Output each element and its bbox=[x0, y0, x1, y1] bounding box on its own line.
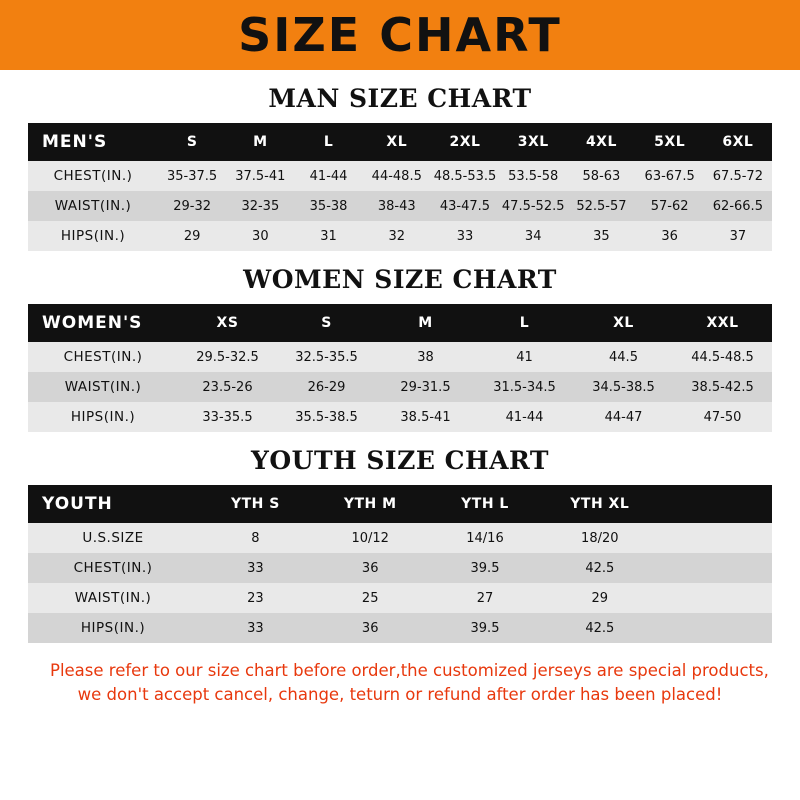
youth-ussize-label: U.S.SIZE bbox=[28, 523, 198, 553]
youth-header-yth-l: YTH L bbox=[428, 485, 543, 523]
men-hips-3xl: 34 bbox=[499, 221, 567, 251]
men-size-table bbox=[28, 123, 772, 251]
women-table-header bbox=[28, 304, 772, 342]
youth-chest-m: 36 bbox=[313, 553, 428, 583]
women-waist-l: 31.5-34.5 bbox=[475, 372, 574, 402]
youth-ussize-s: 8 bbox=[198, 523, 313, 553]
women-chest-xl: 44.5 bbox=[574, 342, 673, 372]
men-hips-6xl: 37 bbox=[704, 221, 772, 251]
footnote-line-1: Please refer to our size chart before order,the customized jerseys are special products, bbox=[50, 661, 769, 680]
youth-chest-spacer bbox=[657, 553, 772, 583]
men-header-2xl: 2XL bbox=[431, 123, 499, 161]
women-waist-s: 26-29 bbox=[277, 372, 376, 402]
table-row bbox=[28, 342, 772, 372]
men-chest-s: 35-37.5 bbox=[158, 161, 226, 191]
youth-header-yth-xl: YTH XL bbox=[542, 485, 657, 523]
men-hips-s: 29 bbox=[158, 221, 226, 251]
table-header-row bbox=[28, 485, 772, 523]
men-waist-xl: 38-43 bbox=[363, 191, 431, 221]
youth-waist-m: 25 bbox=[313, 583, 428, 613]
men-chest-4xl: 58-63 bbox=[567, 161, 635, 191]
women-hips-xs: 33-35.5 bbox=[178, 402, 277, 432]
women-header-m: M bbox=[376, 304, 475, 342]
men-chest-label: CHEST(IN.) bbox=[28, 161, 158, 191]
women-waist-m: 29-31.5 bbox=[376, 372, 475, 402]
youth-hips-label: HIPS(IN.) bbox=[28, 613, 198, 643]
footnote-text bbox=[28, 659, 772, 707]
men-section-title: MAN SIZE CHART bbox=[268, 84, 532, 113]
men-chest-2xl: 48.5-53.5 bbox=[431, 161, 499, 191]
table-header-row bbox=[28, 304, 772, 342]
table-row bbox=[28, 402, 772, 432]
table-row bbox=[28, 613, 772, 643]
youth-chest-xl: 42.5 bbox=[542, 553, 657, 583]
women-size-section bbox=[28, 265, 772, 432]
men-waist-m: 32-35 bbox=[226, 191, 294, 221]
men-header-s: S bbox=[158, 123, 226, 161]
men-header-4xl: 4XL bbox=[567, 123, 635, 161]
men-waist-5xl: 57-62 bbox=[636, 191, 704, 221]
women-table-body bbox=[28, 342, 772, 432]
women-header-xs: XS bbox=[178, 304, 277, 342]
men-header-m: M bbox=[226, 123, 294, 161]
youth-ussize-xl: 18/20 bbox=[542, 523, 657, 553]
men-hips-label: HIPS(IN.) bbox=[28, 221, 158, 251]
women-header-xl: XL bbox=[574, 304, 673, 342]
table-row bbox=[28, 583, 772, 613]
women-chest-xxl: 44.5-48.5 bbox=[673, 342, 772, 372]
men-hips-5xl: 36 bbox=[636, 221, 704, 251]
youth-waist-l: 27 bbox=[428, 583, 543, 613]
youth-waist-xl: 29 bbox=[542, 583, 657, 613]
men-waist-3xl: 47.5-52.5 bbox=[499, 191, 567, 221]
youth-size-table bbox=[28, 485, 772, 643]
table-row bbox=[28, 191, 772, 221]
women-header-s: S bbox=[277, 304, 376, 342]
men-waist-4xl: 52.5-57 bbox=[567, 191, 635, 221]
youth-header-label: YOUTH bbox=[28, 485, 198, 523]
men-size-section bbox=[28, 84, 772, 251]
women-chest-xs: 29.5-32.5 bbox=[178, 342, 277, 372]
youth-hips-xl: 42.5 bbox=[542, 613, 657, 643]
men-chest-xl: 44-48.5 bbox=[363, 161, 431, 191]
youth-waist-spacer bbox=[657, 583, 772, 613]
women-waist-xl: 34.5-38.5 bbox=[574, 372, 673, 402]
women-size-table bbox=[28, 304, 772, 432]
women-hips-label: HIPS(IN.) bbox=[28, 402, 178, 432]
men-waist-label: WAIST(IN.) bbox=[28, 191, 158, 221]
women-waist-label: WAIST(IN.) bbox=[28, 372, 178, 402]
men-hips-2xl: 33 bbox=[431, 221, 499, 251]
youth-header-yth-s: YTH S bbox=[198, 485, 313, 523]
youth-ussize-m: 10/12 bbox=[313, 523, 428, 553]
table-row bbox=[28, 221, 772, 251]
youth-chest-l: 39.5 bbox=[428, 553, 543, 583]
youth-size-section bbox=[28, 446, 772, 643]
women-hips-xxl: 47-50 bbox=[673, 402, 772, 432]
men-chest-m: 37.5-41 bbox=[226, 161, 294, 191]
header-banner bbox=[0, 0, 800, 70]
men-hips-xl: 32 bbox=[363, 221, 431, 251]
youth-ussize-l: 14/16 bbox=[428, 523, 543, 553]
youth-table-body bbox=[28, 523, 772, 643]
youth-waist-s: 23 bbox=[198, 583, 313, 613]
women-hips-m: 38.5-41 bbox=[376, 402, 475, 432]
youth-ussize-spacer bbox=[657, 523, 772, 553]
youth-hips-spacer bbox=[657, 613, 772, 643]
men-waist-6xl: 62-66.5 bbox=[704, 191, 772, 221]
men-table-header bbox=[28, 123, 772, 161]
women-hips-l: 41-44 bbox=[475, 402, 574, 432]
men-chest-5xl: 63-67.5 bbox=[636, 161, 704, 191]
youth-waist-label: WAIST(IN.) bbox=[28, 583, 198, 613]
youth-table-header bbox=[28, 485, 772, 523]
table-header-row bbox=[28, 123, 772, 161]
men-waist-l: 35-38 bbox=[294, 191, 362, 221]
women-header-xxl: XXL bbox=[673, 304, 772, 342]
youth-chest-s: 33 bbox=[198, 553, 313, 583]
women-section-title: WOMEN SIZE CHART bbox=[243, 265, 557, 294]
page-title: SIZE CHART bbox=[238, 8, 562, 62]
men-waist-2xl: 43-47.5 bbox=[431, 191, 499, 221]
table-row bbox=[28, 372, 772, 402]
men-chest-6xl: 67.5-72 bbox=[704, 161, 772, 191]
content-area bbox=[0, 84, 800, 707]
men-chest-3xl: 53.5-58 bbox=[499, 161, 567, 191]
youth-header-spacer bbox=[657, 485, 772, 523]
youth-hips-l: 39.5 bbox=[428, 613, 543, 643]
men-header-6xl: 6XL bbox=[704, 123, 772, 161]
footnote-line-2: we don't accept cancel, change, teturn or refund after order has been placed! bbox=[77, 684, 723, 704]
table-row bbox=[28, 523, 772, 553]
youth-section-title: YOUTH SIZE CHART bbox=[251, 446, 549, 475]
men-hips-l: 31 bbox=[294, 221, 362, 251]
men-hips-4xl: 35 bbox=[567, 221, 635, 251]
youth-chest-label: CHEST(IN.) bbox=[28, 553, 198, 583]
women-hips-s: 35.5-38.5 bbox=[277, 402, 376, 432]
men-header-l: L bbox=[294, 123, 362, 161]
men-chest-l: 41-44 bbox=[294, 161, 362, 191]
women-waist-xxl: 38.5-42.5 bbox=[673, 372, 772, 402]
youth-header-yth-m: YTH M bbox=[313, 485, 428, 523]
men-hips-m: 30 bbox=[226, 221, 294, 251]
women-header-l: L bbox=[475, 304, 574, 342]
youth-hips-s: 33 bbox=[198, 613, 313, 643]
men-header-3xl: 3XL bbox=[499, 123, 567, 161]
youth-hips-m: 36 bbox=[313, 613, 428, 643]
women-chest-l: 41 bbox=[475, 342, 574, 372]
women-chest-label: CHEST(IN.) bbox=[28, 342, 178, 372]
men-waist-s: 29-32 bbox=[158, 191, 226, 221]
table-row bbox=[28, 161, 772, 191]
men-header-xl: XL bbox=[363, 123, 431, 161]
women-waist-xs: 23.5-26 bbox=[178, 372, 277, 402]
men-table-body bbox=[28, 161, 772, 251]
women-hips-xl: 44-47 bbox=[574, 402, 673, 432]
table-row bbox=[28, 553, 772, 583]
men-header-label: MEN'S bbox=[28, 123, 158, 161]
men-header-5xl: 5XL bbox=[636, 123, 704, 161]
women-chest-m: 38 bbox=[376, 342, 475, 372]
women-chest-s: 32.5-35.5 bbox=[277, 342, 376, 372]
women-header-label: WOMEN'S bbox=[28, 304, 178, 342]
